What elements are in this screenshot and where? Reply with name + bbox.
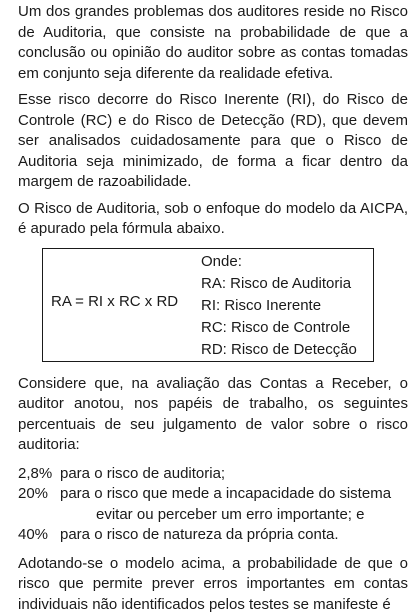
legend-item-rd: RD: Risco de Detecção (201, 340, 357, 358)
list-item-text (60, 525, 408, 546)
document-body (18, 0, 408, 615)
list-item-line: para o risco de natureza da própria conta. (60, 526, 339, 543)
list-item (18, 484, 408, 525)
paragraph-question: Adotando-se o modelo acima, a probabilidade de que o risco que permite prever erros importantes em contas individuais não identificados pelos testes se manifeste é (18, 554, 408, 613)
paragraph-consider: Considere que, na avaliação das Contas a Receber, o auditor anotou, nos papéis de trabalho, os seguintes percentuais de seu julgamento de valor sobre o risco auditoria: (18, 374, 408, 453)
list-item-continuation: evitar ou perceber um erro importante; e (96, 505, 365, 523)
legend-title: Onde: (201, 252, 242, 270)
legend-item-ri: RI: Risco Inerente (201, 296, 322, 314)
list-item (18, 464, 408, 485)
percent-list (18, 464, 408, 546)
legend-item-ra: RA: Risco de Auditoria (201, 274, 352, 292)
formula-box (42, 248, 374, 362)
list-item-text (60, 464, 408, 485)
formula-legend (201, 251, 357, 361)
list-item-line: para o risco que mede a incapacidade do sistema (60, 485, 392, 502)
formula: RA = RI x RC x RD (51, 292, 179, 310)
list-item-percent: 20% (18, 485, 49, 502)
list-item-text (60, 484, 408, 525)
list-item (18, 525, 408, 546)
legend-item-rc: RC: Risco de Controle (201, 318, 351, 336)
paragraph-risk-components: Esse risco decorre do Risco Inerente (RI), do Risco de Controle (RC) e do Risco de Detecção (RD), que devem ser analisados cuidadosamente para que o Risco de Auditoria seja minimizado, de forma a ficar dentro da margem de razoabilidade. (18, 91, 408, 190)
paragraph-aicpa-model: O Risco de Auditoria, sob o enfoque do modelo da AICPA, é apurado pela fórmula abaixo. (18, 199, 408, 237)
list-item-percent: 2,8% (18, 464, 53, 482)
list-item-line: para o risco de auditoria; (60, 464, 226, 482)
list-item-percent: 40% (18, 526, 49, 543)
paragraph-risk-definition: Um dos grandes problemas dos auditores reside no Risco de Auditoria, que consiste na probabilidade de que a conclusão ou opinião do auditor sobre as contas tomadas em conjunto seja diferente da realidade efetiva. (18, 3, 408, 82)
